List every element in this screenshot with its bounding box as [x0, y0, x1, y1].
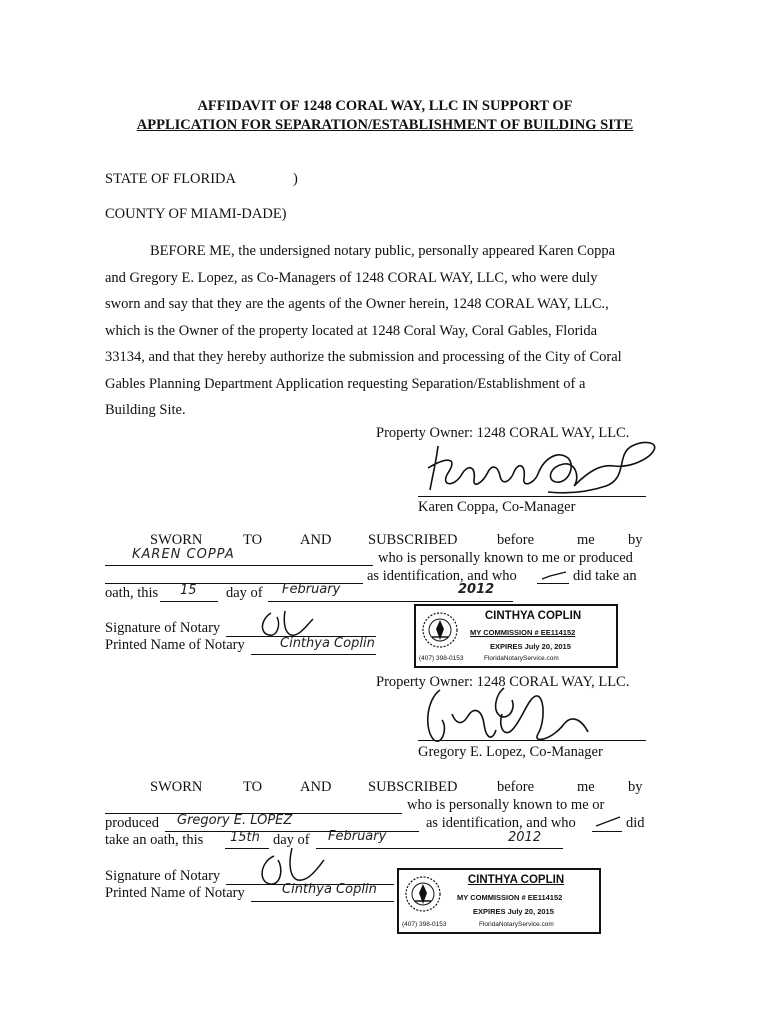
identification-text-1: as identification, and who: [367, 568, 517, 584]
signature-line-2: [418, 740, 646, 741]
oath-label-2: take an oath, this: [105, 832, 204, 848]
day-of-2: day of: [273, 832, 310, 848]
notary-printed-value-1: Cinthya Coplin: [280, 636, 375, 651]
body-paragraph: [105, 238, 660, 424]
year-value-1: 2012: [458, 582, 495, 597]
stamp-expires: EXPIRES July 20, 2015: [473, 907, 554, 916]
title-line-2: APPLICATION FOR SEPARATION/ESTABLISHMENT OF BUILDING SITE: [136, 117, 634, 133]
check-mark-1: [540, 570, 568, 582]
body-line: and Gregory E. Lopez, as Co-Managers of 1248 CORAL WAY, LLC, who were duly: [105, 269, 598, 286]
body-line: Building Site.: [105, 402, 186, 418]
month-line-2: [316, 848, 563, 849]
stamp-phone: (407) 398-0153: [402, 921, 447, 928]
year-value-2: 2012: [508, 830, 542, 845]
subscribed-word: SUBSCRIBED: [368, 779, 458, 795]
county-label: COUNTY OF MIAMI-DADE): [105, 206, 287, 222]
by-word: by: [628, 532, 643, 548]
did-label-2: did: [626, 815, 645, 831]
check-line-1: [537, 583, 569, 584]
day-of-1: day of: [226, 585, 263, 601]
stamp-name: CINTHYA COPLIN: [467, 874, 565, 886]
notary-signature-label-1: Signature of Notary: [105, 620, 221, 636]
check-line-2: [592, 831, 622, 832]
property-owner-label-2: Property Owner: 1248 CORAL WAY, LLC.: [376, 674, 630, 690]
stamp-expires: EXPIRES July 20, 2015: [490, 642, 571, 651]
month-line-1: [268, 601, 513, 602]
signatory-1: Karen Coppa, Co-Manager: [418, 499, 576, 515]
stamp-site: FloridaNotaryService.com: [484, 655, 559, 662]
notary-printed-label-1: Printed Name of Notary: [105, 637, 245, 653]
identification-text-2: as identification, and who: [426, 815, 576, 831]
state-paren: ): [293, 171, 298, 187]
to-word: TO: [243, 532, 263, 548]
sworn-word: SWORN: [150, 532, 203, 548]
notary-printed-line-1: [251, 654, 376, 655]
stamp-site: FloridaNotaryService.com: [479, 921, 554, 928]
sworn-word: SWORN: [150, 779, 203, 795]
signature-karen-coppa: [418, 438, 668, 500]
me-word: me: [577, 779, 595, 795]
day-value-1: 15: [180, 583, 197, 598]
body-line: sworn and say that they are the agents of the Owner herein, 1248 CORAL WAY, LLC.,: [105, 296, 609, 312]
oath-label-1: oath, this: [105, 585, 159, 601]
body-line: 33134, and that they hereby authorize the submission and processing of the City of Coral: [105, 349, 622, 365]
stamp-phone: (407) 398-0153: [419, 655, 464, 662]
stamp-name: CINTHYA COPLIN: [484, 610, 582, 622]
day-value-2: 15th: [230, 830, 260, 845]
to-word: TO: [243, 779, 263, 795]
notary-printed-value-2: Cinthya Coplin: [282, 882, 377, 897]
property-owner-label-1: Property Owner: 1248 CORAL WAY, LLC.: [376, 425, 630, 441]
before-word: before: [497, 779, 535, 795]
did-take-text-1: did take an: [573, 568, 637, 584]
before-word: before: [497, 532, 535, 548]
month-value-1: February: [282, 582, 341, 597]
known-text-1: who is personally known to me or produced: [378, 550, 633, 566]
subscribed-word: SUBSCRIBED: [368, 532, 458, 548]
handwritten-name-1: KAREN COPPA: [132, 547, 235, 562]
and-word: AND: [300, 779, 332, 795]
body-line: Gables Planning Department Application requesting Separation/Establishment of a: [105, 375, 586, 392]
check-mark-2: [594, 815, 622, 829]
notary-stamp-1: [414, 604, 618, 668]
body-line: which is the Owner of the property located at 1248 Coral Way, Coral Gables, Florida: [105, 322, 598, 339]
state-label: STATE OF FLORIDA: [105, 171, 236, 187]
notary-stamp-2: [397, 868, 601, 934]
and-word: AND: [300, 532, 332, 548]
stamp-commission: MY COMMISSION # EE114152: [457, 893, 563, 902]
month-value-2: February: [328, 829, 387, 844]
title-line-1: AFFIDAVIT OF 1248 CORAL WAY, LLC IN SUPPORT OF: [197, 98, 573, 114]
signature-line-1: [418, 496, 646, 497]
known-text-2: who is personally known to me or: [407, 797, 605, 813]
produced-label-2: produced: [105, 815, 159, 831]
signatory-2: Gregory E. Lopez, Co-Manager: [418, 744, 603, 760]
me-word: me: [577, 532, 595, 548]
stamp-commission: MY COMMISSION # EE114152: [470, 628, 576, 637]
day-line-1: [160, 601, 218, 602]
body-line: BEFORE ME, the undersigned notary public, personally appeared Karen Coppa: [150, 243, 616, 259]
notary-printed-line-2: [251, 901, 394, 902]
by-word: by: [628, 779, 643, 795]
name-line-1: [105, 565, 373, 566]
notary-signature-label-2: Signature of Notary: [105, 868, 221, 884]
notary-printed-label-2: Printed Name of Notary: [105, 885, 245, 901]
handwritten-name-2: Gregory E. LOPEZ: [177, 813, 293, 828]
